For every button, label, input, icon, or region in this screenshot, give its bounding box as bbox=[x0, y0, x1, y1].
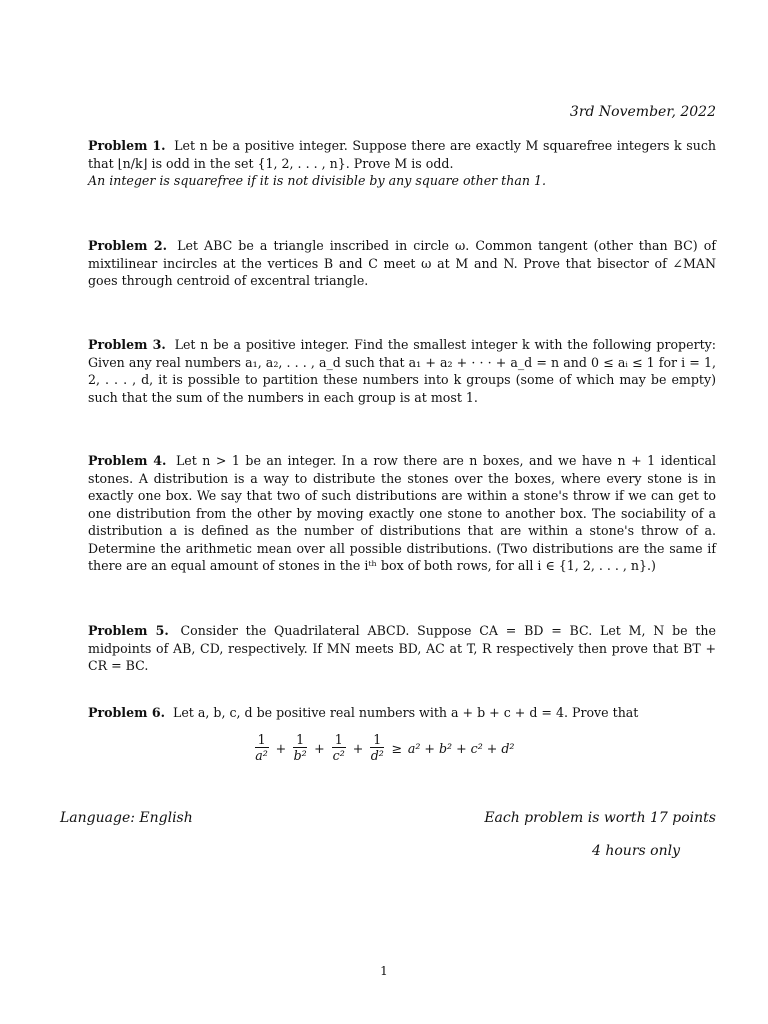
fraction-numerator: 1 bbox=[255, 733, 269, 748]
fraction-denominator: b² bbox=[293, 748, 307, 763]
problem-label: Problem 1. bbox=[88, 138, 166, 153]
problem-text: Consider the Quadrilateral ABCD. Suppose CA = BD = BC. Let M, N be the midpoints of AB, CD, respectively. If MN meets BD, AC at T, R respectively then prove that BT + CR = BC. bbox=[88, 623, 716, 673]
fraction-denominator: c² bbox=[332, 748, 345, 763]
plus-sign: + bbox=[352, 740, 364, 756]
relation-sign: ≥ bbox=[391, 740, 402, 756]
plus-sign: + bbox=[275, 740, 287, 756]
problem-1 bbox=[88, 137, 716, 190]
problem-5 bbox=[88, 622, 716, 675]
page-number: 1 bbox=[380, 964, 388, 978]
fraction bbox=[332, 733, 346, 763]
fraction-numerator: 1 bbox=[293, 733, 307, 748]
fraction-denominator: d² bbox=[370, 748, 384, 763]
problem-text: Let ABC be a triangle inscribed in circle ω. Common tangent (other than BC) of mixtilinear incircles at the vertices B and C meet ω at M and N. Prove that bisector of ∠MAN goes through centroid of excentral triangle. bbox=[88, 238, 716, 288]
problem-label: Problem 3. bbox=[88, 337, 166, 352]
problem-note: An integer is squarefree if it is not divisible by any square other than 1. bbox=[88, 173, 546, 188]
fraction-numerator: 1 bbox=[332, 733, 346, 748]
problem-text: Let a, b, c, d be positive real numbers with a + b + c + d = 4. Prove that bbox=[172, 705, 639, 720]
time-limit-label: 4 hours only bbox=[592, 843, 680, 859]
exam-date: 3rd November, 2022 bbox=[569, 104, 716, 120]
problem-label: Problem 6. bbox=[88, 705, 165, 720]
problem-label: Problem 4. bbox=[88, 453, 167, 468]
fraction-numerator: 1 bbox=[370, 733, 384, 748]
problem-6 bbox=[88, 704, 716, 722]
fraction bbox=[370, 733, 384, 763]
inequality-formula bbox=[0, 732, 768, 763]
problem-4 bbox=[88, 452, 716, 575]
plus-sign: + bbox=[314, 740, 325, 756]
problem-3 bbox=[88, 336, 716, 406]
fraction bbox=[255, 733, 269, 763]
problem-label: Problem 2. bbox=[88, 238, 168, 253]
problem-text: Let n be a positive integer. Find the smallest integer k with the following property: Given any real numbers a₁, a₂, . . . , a_d such that a₁ + a₂ + · · · + a_d = n and 0 ≤ aᵢ ≤ 1 for i = 1, 2, . . . , d, it is possible to partition these numbers into k groups (some of which may be empty) such that the sum of the numbers in each group is at most 1. bbox=[88, 337, 717, 405]
language-label: Language: English bbox=[60, 810, 193, 826]
problem-2 bbox=[88, 237, 716, 290]
fraction-denominator: a² bbox=[255, 748, 268, 763]
problem-text: Let n > 1 be an integer. In a row there are n boxes, and we have n + 1 identical stones. A distribution is a way to distribute the stones over the boxes, where every stone is in exactly one box. We say that two of such distributions are within a stone's throw if we can get to one distribution from the other by moving exactly one stone to another box. The sociability of a distribution a is defined as the number of distributions that are within a stone's throw of a. Determine the arithmetic mean over all possible distributions. (Two distributions are the same if there are an equal amount of stones in the iᵗʰ box of both rows, for all i ∈ {1, 2, . . . , n}.) bbox=[88, 453, 716, 573]
points-label: Each problem is worth 17 points bbox=[484, 810, 716, 826]
problem-text: Let n be a positive integer. Suppose there are exactly M squarefree integers k such that ⌊n/k⌋ is odd in the set {1, 2, . . . , n}. Prove M is odd. bbox=[88, 138, 717, 171]
fraction bbox=[293, 733, 307, 763]
problem-label: Problem 5. bbox=[88, 623, 169, 638]
formula-rhs: a² + b² + c² + d² bbox=[407, 740, 515, 756]
